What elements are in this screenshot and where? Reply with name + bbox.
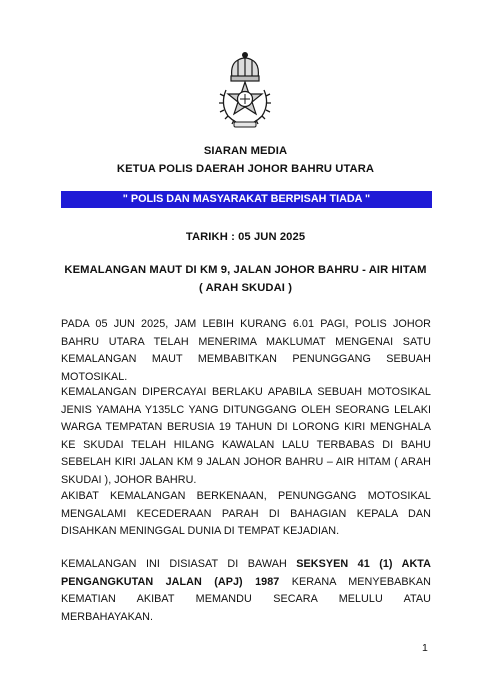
police-crest-logo (214, 50, 276, 130)
paragraph-2: KEMALANGAN DIPERCAYAI BERLAKU APABILA SEBUAH MOTOSIKAL JENIS YAMAHA Y135LC YANG DITUNGGANG OLEH SEORANG LELAKI WARGA TEMPATAN BERUSIA 19 TAHUN DI LORONG KIRI MENGHALA KE SKUDAI TELAH HILANG KAWALAN LALU TERBABAS DI BAHU SEBELAH KIRI JALAN KM 9 JALAN JOHOR BAHRU – AIR HITAM ( ARAH SKUDAI ), JOHOR BAHRU. (61, 386, 431, 486)
paragraph-3: AKIBAT KEMALANGAN BERKENAAN, PENUNGGANG MOTOSIKAL MENGALAMI KECEDERAAN PARAH DI BAHAGIAN KEPALA DAN DISAHKAN MENINGGAL DUNIA DI TEMPAT KEJADIAN. (61, 490, 431, 538)
headline-line-2: ( ARAH SKUDAI ) (198, 282, 293, 294)
paragraph-4-start: KEMALANGAN INI DISIASAT DI BAWAH (61, 558, 297, 570)
paragraph-4-legal-reference: SEKSYEN 41 (1) AKTA PENGANGKUTAN JALAN (APJ) 1987 (61, 558, 431, 588)
motto-banner: " POLIS DAN MASYARAKAT BERPISAH TIADA " (61, 191, 432, 208)
paragraph-4 (61, 556, 431, 626)
date-line: TARIKH : 05 JUN 2025 (185, 231, 306, 243)
document-subtitle: KETUA POLIS DAERAH JOHOR BAHRU UTARA (116, 163, 375, 175)
headline-line-1: KEMALANGAN MAUT DI KM 9, JALAN JOHOR BAHRU - AIR HITAM (64, 264, 427, 276)
paragraph-1: PADA 05 JUN 2025, JAM LEBIH KURANG 6.01 PAGI, POLIS JOHOR BAHRU UTARA TELAH MENERIMA MAKLUMAT MENGENAI SATU KEMALANGAN MAUT MEMBABITKAN PENUNGGANG SEBUAH MOTOSIKAL. (61, 318, 431, 383)
paragraph-4-end: KERANA MENYEBABKAN KEMATIAN AKIBAT MEMANDU SECARA MELULU ATAU MERBAHAYAKAN. (61, 575, 432, 623)
document-title: SIARAN MEDIA (203, 145, 288, 157)
page-number: 1 (422, 642, 428, 654)
